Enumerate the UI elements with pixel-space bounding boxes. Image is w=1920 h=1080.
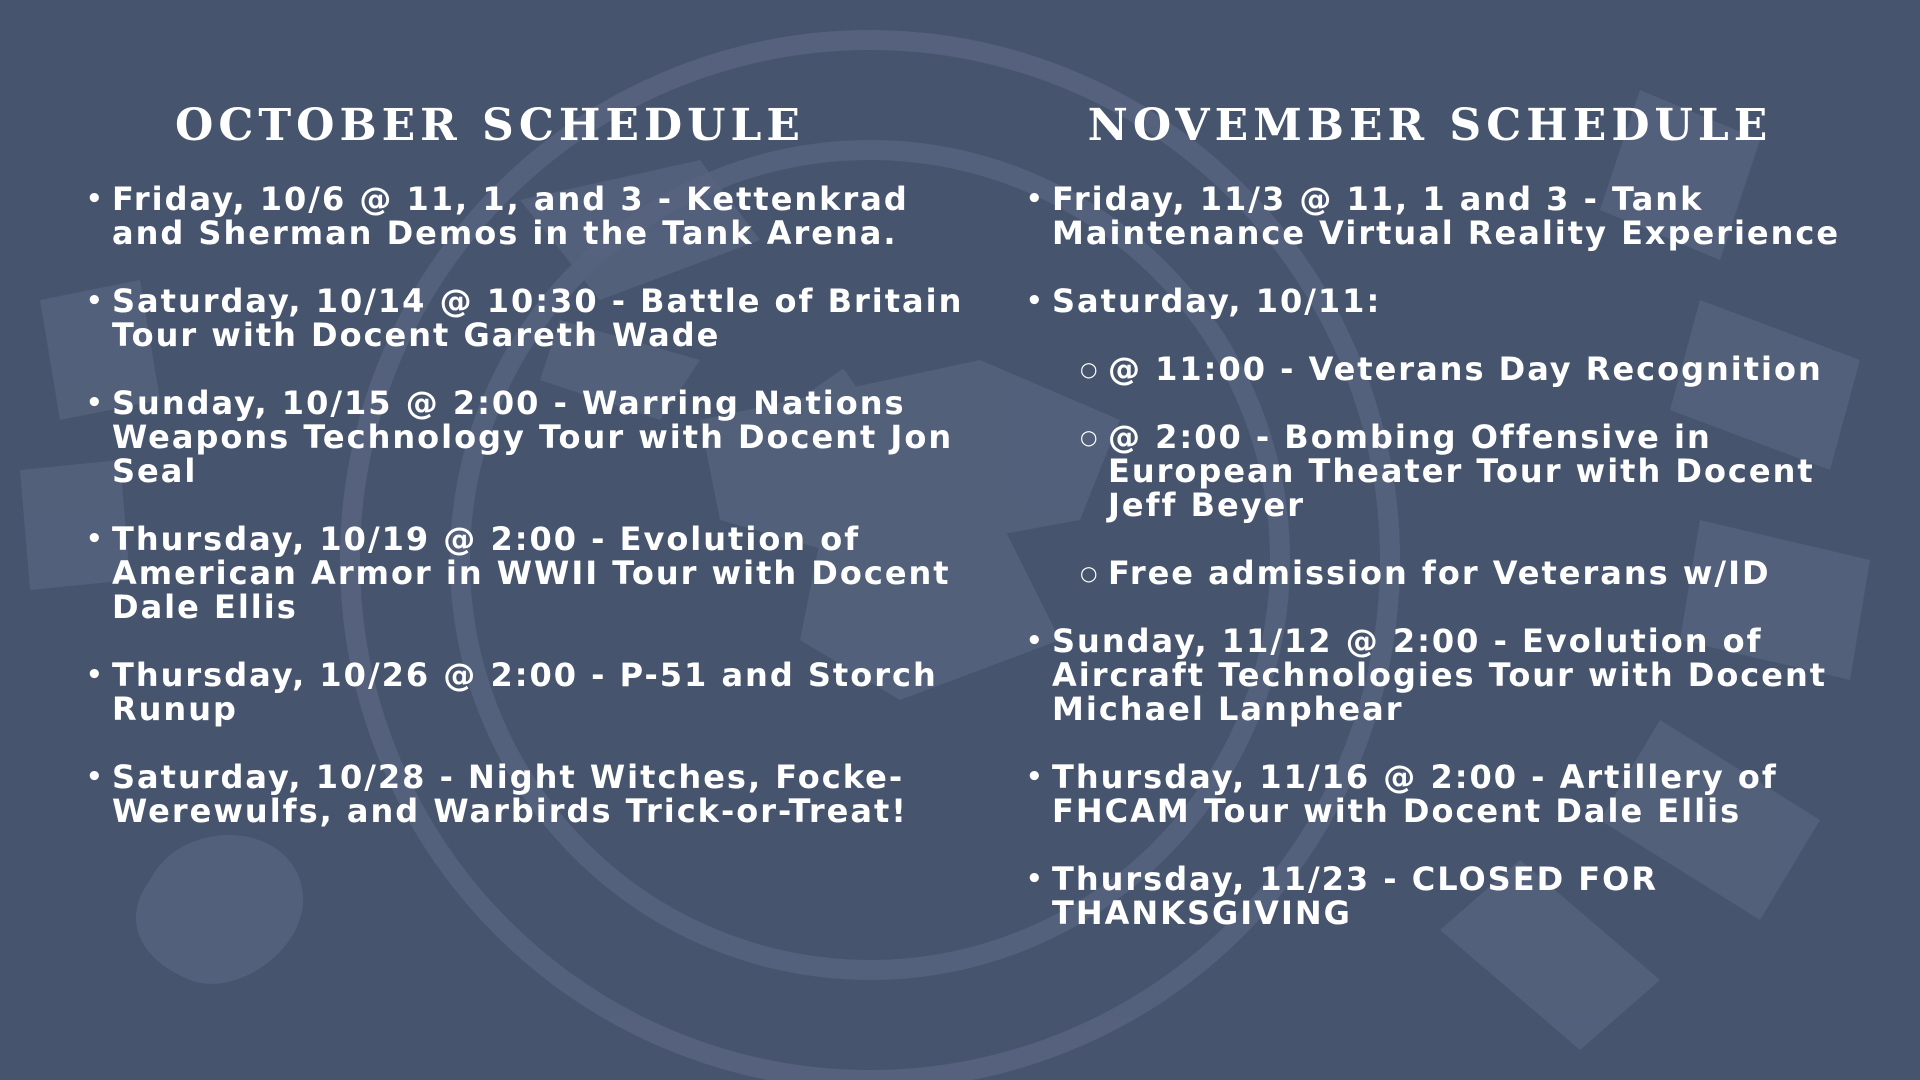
october-event-item (80, 284, 980, 352)
event-text: Thursday, 10/19 @ 2:00 - Evolution of American Armor in WWII Tour with Docent Dale Ellis (112, 520, 951, 626)
hollow-bullet-icon: ○ (1080, 357, 1100, 381)
event-text: Saturday, 10/11: (1052, 282, 1382, 320)
event-text: Saturday, 10/14 @ 10:30 - Battle of Britain Tour with Docent Gareth Wade (112, 282, 964, 354)
event-text: Thursday, 11/16 @ 2:00 - Artillery of FHCAM Tour with Docent Dale Ellis (1052, 758, 1778, 830)
november-schedule-title: NOVEMBER SCHEDULE (1087, 100, 1773, 151)
event-text: Friday, 10/6 @ 11, 1, and 3 - Kettenkrad and Sherman Demos in the Tank Arena. (112, 180, 909, 252)
november-sub-event-item (1052, 420, 1890, 522)
event-text: Sunday, 10/15 @ 2:00 - Warring Nations Weapons Technology Tour with Docent Jon Seal (112, 384, 954, 490)
bullet-icon: • (86, 660, 105, 690)
november-schedule-section (1020, 96, 1890, 964)
bullet-icon: • (86, 762, 105, 792)
bullet-icon: • (1026, 762, 1045, 792)
november-event-item (1020, 182, 1890, 250)
october-event-item (80, 658, 980, 726)
sub-event-text: @ 2:00 - Bombing Offensive in European Theater Tour with Docent Jeff Beyer (1108, 418, 1815, 524)
event-text: Saturday, 10/28 - Night Witches, Focke-Werewulfs, and Warbirds Trick-or-Treat! (112, 758, 908, 830)
sub-event-text: @ 11:00 - Veterans Day Recognition (1108, 350, 1823, 388)
november-sub-event-item (1052, 556, 1890, 590)
october-event-list (80, 182, 980, 828)
november-sub-event-list (1052, 352, 1890, 590)
bullet-icon: • (86, 286, 105, 316)
bullet-icon: • (86, 184, 105, 214)
bullet-icon: • (1026, 864, 1045, 894)
november-event-item (1020, 624, 1890, 726)
october-event-item (80, 760, 980, 828)
october-event-item (80, 522, 980, 624)
bullet-icon: • (1026, 184, 1045, 214)
bullet-icon: • (86, 524, 105, 554)
november-event-item (1020, 284, 1890, 590)
event-text: Thursday, 11/23 - CLOSED FOR THANKSGIVING (1052, 860, 1658, 932)
event-text: Thursday, 10/26 @ 2:00 - P-51 and Storch Runup (112, 656, 938, 728)
event-text: Sunday, 11/12 @ 2:00 - Evolution of Aircraft Technologies Tour with Docent Michael Lanphear (1052, 622, 1828, 728)
hollow-bullet-icon: ○ (1080, 561, 1100, 585)
november-event-list (1020, 182, 1890, 930)
october-event-item (80, 182, 980, 250)
bullet-icon: • (86, 388, 105, 418)
october-schedule-title: OCTOBER SCHEDULE (175, 100, 805, 151)
october-schedule-section (80, 96, 980, 862)
hollow-bullet-icon: ○ (1080, 425, 1100, 449)
sub-event-text: Free admission for Veterans w/ID (1108, 554, 1771, 592)
november-event-item (1020, 862, 1890, 930)
november-sub-event-item (1052, 352, 1890, 386)
bullet-icon: • (1026, 626, 1045, 656)
november-event-item (1020, 760, 1890, 828)
october-event-item (80, 386, 980, 488)
bullet-icon: • (1026, 286, 1045, 316)
event-text: Friday, 11/3 @ 11, 1 and 3 - Tank Maintenance Virtual Reality Experience (1052, 180, 1841, 252)
